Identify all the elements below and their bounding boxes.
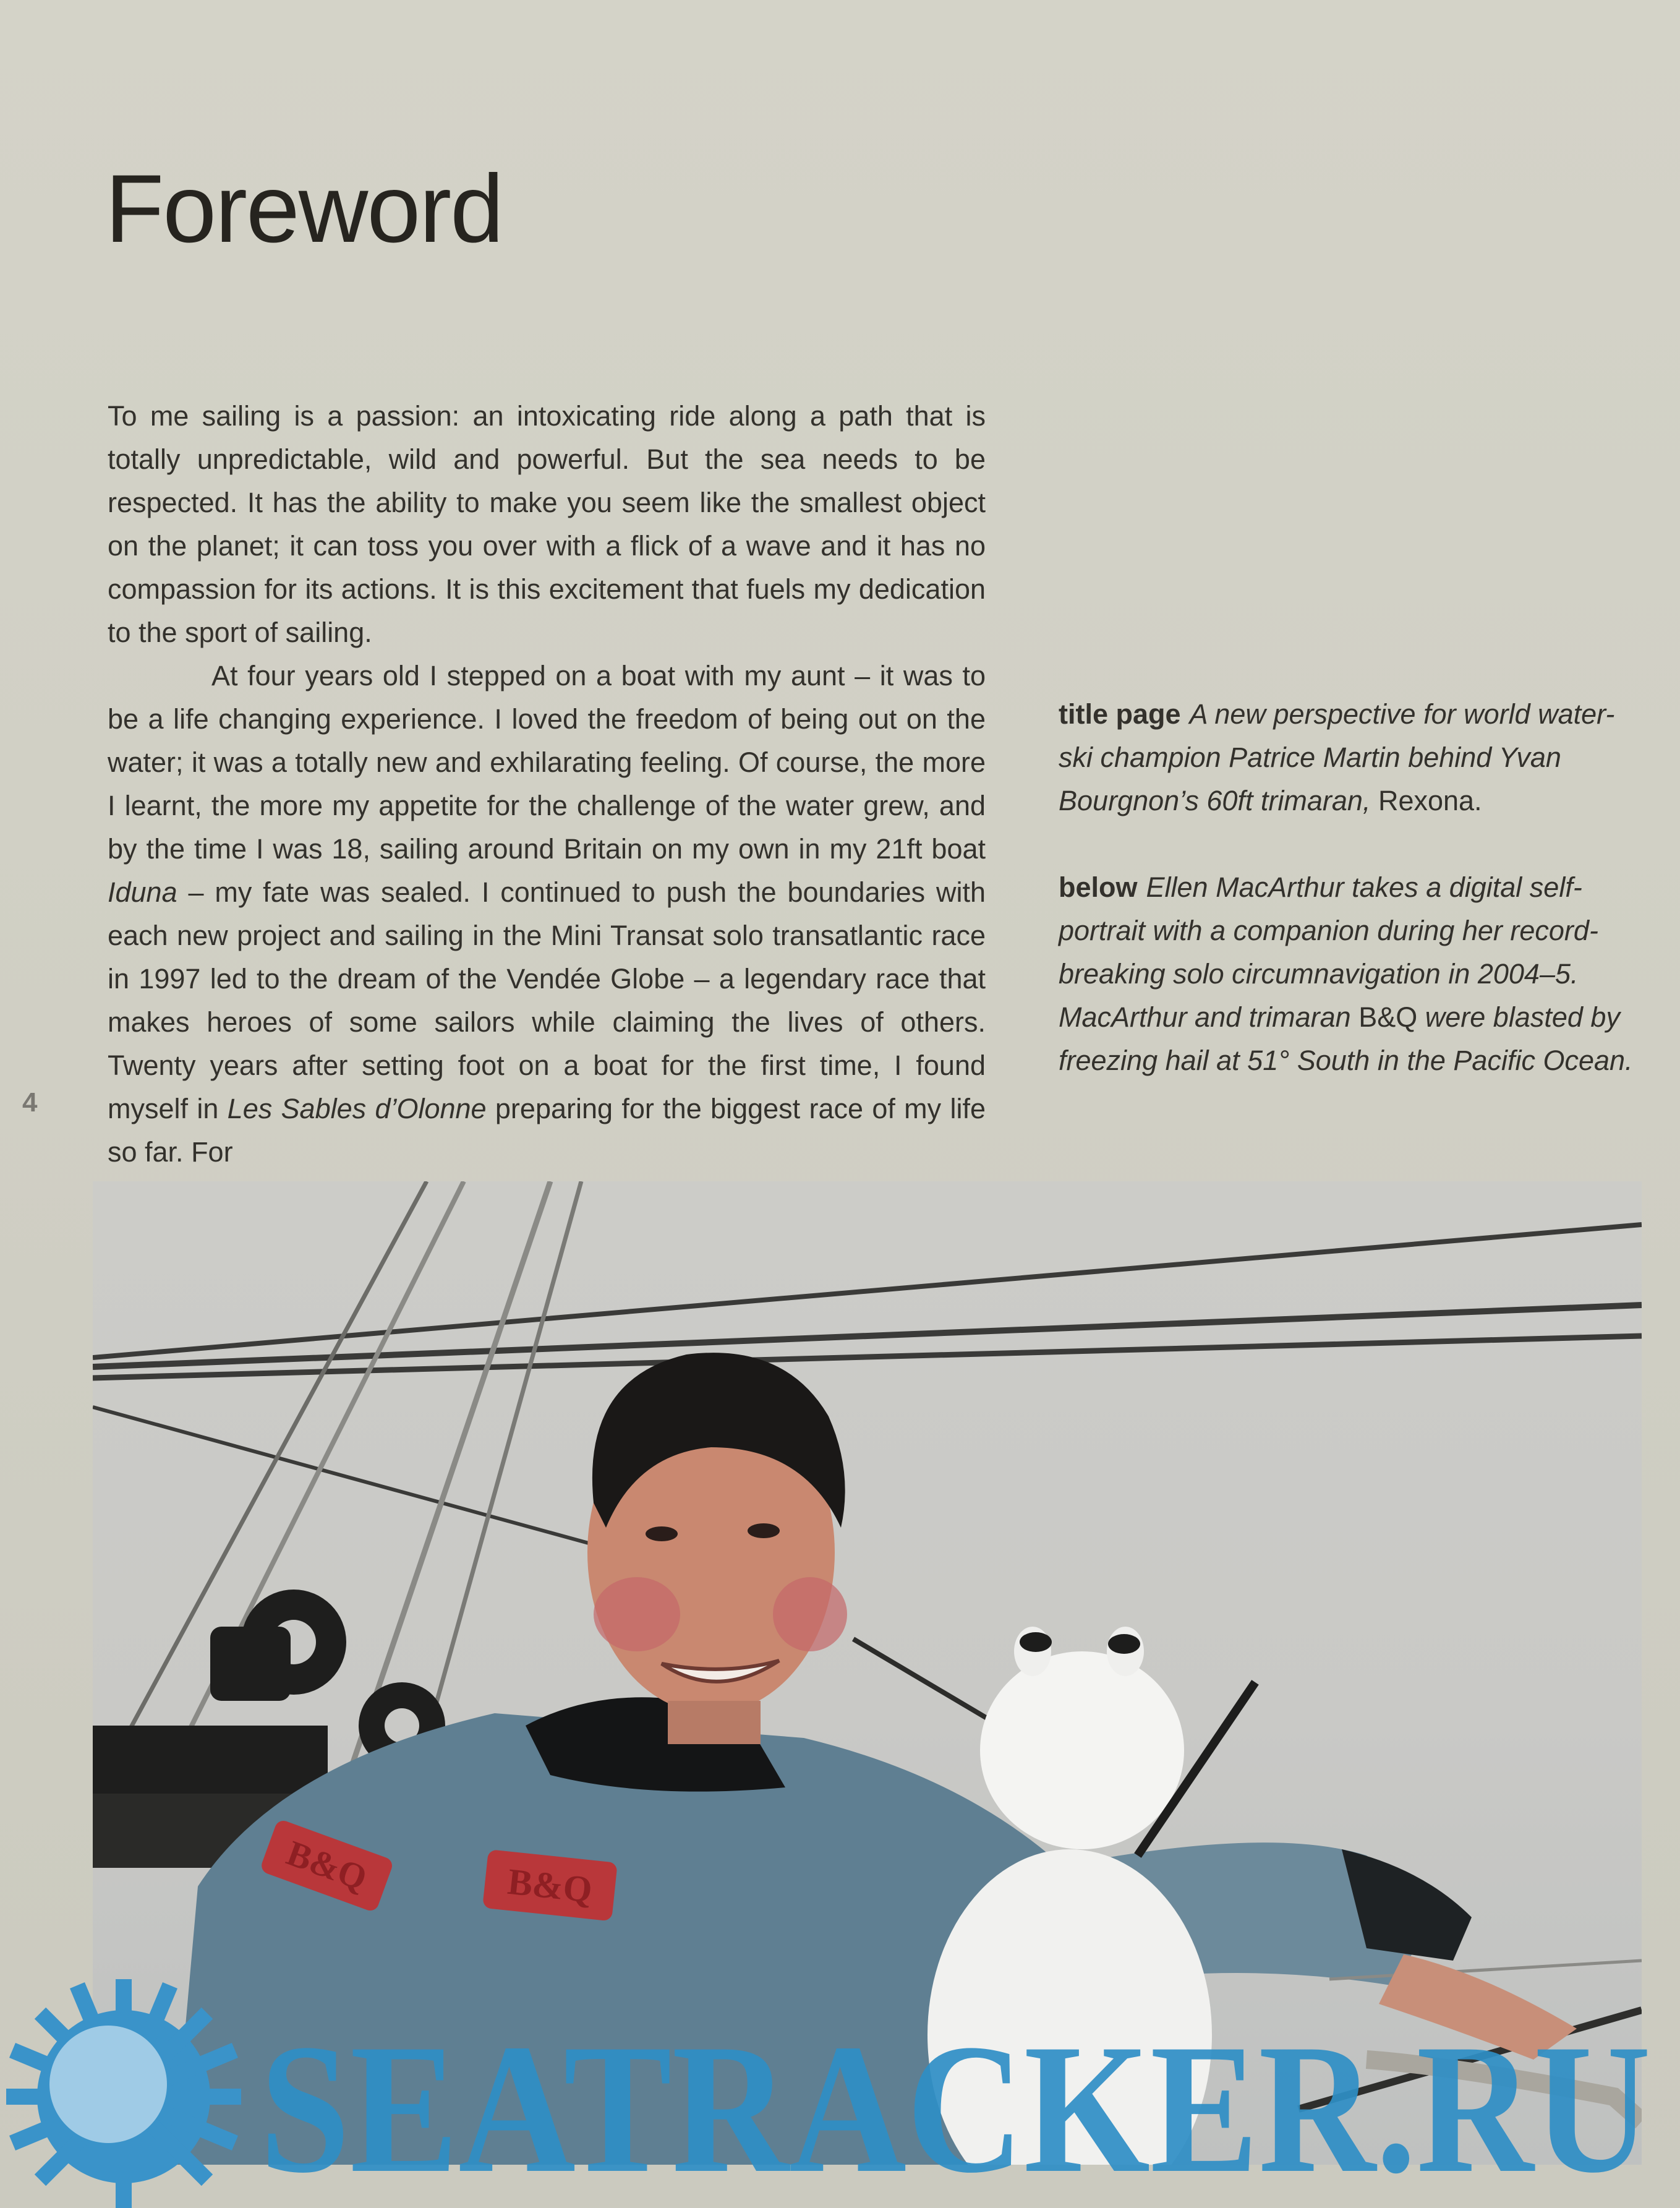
watermark-text: SEATRACKER.RU bbox=[260, 2006, 1651, 2208]
place-name-les-sables: Les Sables d’Olonne bbox=[227, 1093, 487, 1124]
page-title: Foreword bbox=[105, 155, 503, 263]
caption-label-below: below bbox=[1059, 871, 1138, 903]
boat-name-rexona: Rexona. bbox=[1378, 785, 1482, 816]
page-number: 4 bbox=[22, 1087, 38, 1118]
paragraph-2: At four years old I stepped on a boat with my aunt – it was to be a life changing experience. I loved the freedom of being out on the water; it was a totally new and exhilarating feeling. Of course, the more I learnt, the more my appetite for the challenge of the water grew, and by the time I was 18, sailing around Britain on my own in my 21ft boat Iduna – my fate was sealed. I continued to push the boundaries with each new project and sailing in the Mini Transat solo transatlantic race in 1997 led to the dream of the Vendée Globe – a legendary race that makes heroes of some sailors while claiming the lives of others. Twenty years after setting foot on a boat for the first time, I found myself in Les Sables d’Olonne preparing for the biggest race of my life so far. For bbox=[108, 660, 986, 1168]
paragraph-1: To me sailing is a passion: an intoxicating ride along a path that is totally unpredictable, wild and powerful. But the sea needs to be respected. It has the ability to make you seem like the smallest object on the planet; it can toss you over with a flick of a wave and it has no compassion for its actions. It is this excitement that fuels my dedication to the sport of sailing. bbox=[108, 400, 986, 648]
caption-title-page: title page A new perspective for world water-ski champion Patrice Martin behind Yvan Bourgnon’s 60ft trimaran, Rexona. bbox=[1059, 698, 1615, 816]
sun-logo-icon bbox=[6, 1979, 241, 2208]
photo-captions bbox=[1059, 693, 1646, 1126]
watermark bbox=[0, 1967, 1680, 2208]
foreword-body bbox=[108, 395, 986, 1174]
boat-name-bq: B&Q bbox=[1358, 1001, 1418, 1033]
svg-text:B&Q: B&Q bbox=[505, 1860, 594, 1911]
caption-below: below Ellen MacArthur takes a digital self-portrait with a companion during her record-breaking solo circumnavigation in 2004–5. MacArthur and trimaran B&Q were blasted by freezing hail at 51° South in the Pacific Ocean. bbox=[1059, 871, 1633, 1076]
caption-label-title-page: title page bbox=[1059, 698, 1181, 730]
svg-text:B&Q: B&Q bbox=[281, 1832, 372, 1899]
boat-name-iduna: Iduna bbox=[108, 876, 177, 908]
